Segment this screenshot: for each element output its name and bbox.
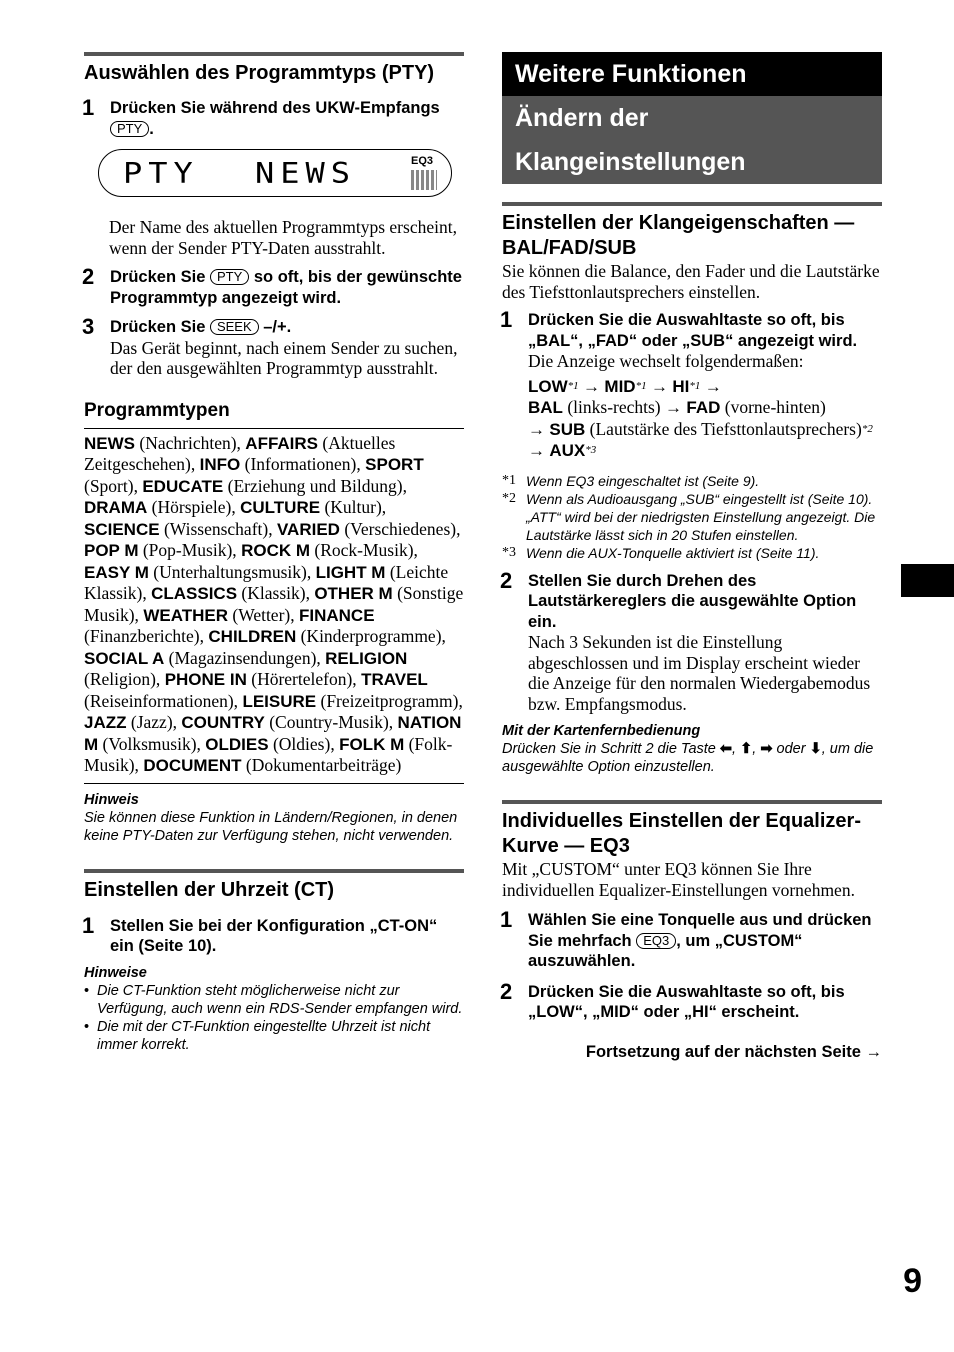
separator: , <box>732 741 737 757</box>
seq-hi: HI <box>672 376 690 396</box>
footnote-text: Wenn die AUX-Tonquelle aktiviert ist (Seite 11). <box>526 544 820 561</box>
note-text: Sie können diese Funktion in Ländern/Regionen, in denen keine PTY-Daten zur Verfügung stehen, nicht verwenden. <box>84 809 458 844</box>
pty-code: ROCK M <box>241 541 311 560</box>
pty-description: (Klassik), <box>241 583 310 603</box>
remote-text <box>502 740 882 776</box>
pty-description: (Nachrichten), <box>139 432 241 453</box>
pty-code: EASY M <box>84 562 149 582</box>
footnote-mark: *2 <box>502 490 516 506</box>
step-text: Drücken Sie während des UKW-Empfangs <box>110 99 440 117</box>
pty-step-1 <box>82 95 464 139</box>
separator: , <box>752 741 757 757</box>
remote-title: Mit der Kartenfernbedienung <box>502 723 701 739</box>
pty-description: (Wissenschaft), <box>163 518 273 539</box>
step-text: Drücken Sie die Auswahltaste so oft, bis „LOW“, „MID“ oder „HI“ erscheint. <box>528 982 845 1021</box>
step-text: Stellen Sie durch Drehen des Lautstärkereglers die ausgewählte Option ein. <box>528 571 857 631</box>
step-number: 1 <box>82 95 95 120</box>
pty-code: DRAMA <box>84 498 148 517</box>
step-number: 1 <box>500 907 513 932</box>
seq-fad-desc: (vorne-hinten) <box>724 397 826 417</box>
pty-description: (Volksmusik), <box>102 733 201 754</box>
pty-code: CLASSICS <box>151 584 238 603</box>
arrow-icon: → <box>650 376 668 396</box>
pty-code: LIGHT M <box>315 562 386 582</box>
arrow-down-icon: ⬇ <box>809 741 822 757</box>
step-description: Nach 3 Sekunden ist die Einstellung abgeschlossen und im Display erscheint wieder die Anzeige für den normalen Wiedergabemodus bzw. Empfangsmodus. <box>528 632 871 714</box>
footnotes <box>502 472 882 562</box>
right-column <box>502 52 882 1062</box>
note-item: • Die mit der CT-Funktion eingestellte Uhrzeit ist nicht immer korrekt. <box>84 1018 464 1054</box>
pty-description: (Aktuelles Zeitgeschehen), <box>84 432 396 474</box>
pty-description: (Dokumentarbeiträge) <box>245 755 402 775</box>
pty-description: (Wetter), <box>232 604 295 625</box>
seq-sub: SUB <box>549 419 586 439</box>
pty-code: VARIED <box>276 519 340 539</box>
pty-description: (Country-Musik), <box>269 712 394 732</box>
pty-code: LEISURE <box>242 691 317 711</box>
note-title: Hinweis <box>84 791 139 808</box>
arrow-right-icon: ➡ <box>760 741 773 757</box>
ct-step-1 <box>82 912 464 957</box>
section-banner: Ändern der Klangeinstellungen <box>502 96 882 184</box>
pty-code: RELIGION <box>325 648 408 668</box>
lcd-display-illustration <box>98 149 452 197</box>
remote-or: oder <box>776 741 806 757</box>
pty-description: (Leichte Klassik), <box>84 561 449 603</box>
footnote-2 <box>502 490 882 544</box>
footnote-extra: „ATT“ wird bei der niedrigsten Einstellung angezeigt. Die Lautstärke lässt sich in 20 Stufen einstellen. <box>526 508 876 543</box>
arrow-icon: → <box>583 376 601 396</box>
lcd-news-text: NEWS <box>255 155 357 191</box>
footnote-text: Wenn EQ3 eingeschaltet ist (Seite 9). <box>526 472 760 489</box>
pty-code: WEATHER <box>143 605 228 625</box>
bal-step-2 <box>500 567 882 715</box>
eq-intro: Mit „CUSTOM“ unter EQ3 können Sie Ihre individuellen Equalizer-Einstellungen vornehmen. <box>502 859 855 900</box>
arrow-icon: → <box>704 376 722 396</box>
step-number: 2 <box>82 264 95 289</box>
step-text-end: so oft, bis der gewünschte Programmtyp angezeigt wird. <box>110 268 462 307</box>
pty-description: (Erziehung und Bildung), <box>227 475 407 496</box>
step-text-end: , um „CUSTOM“ auszuwählen. <box>528 931 803 970</box>
pty-description: (Sport), <box>84 475 138 496</box>
programmtypen-title: Programmtypen <box>84 399 464 429</box>
pty-code: OTHER M <box>314 584 393 603</box>
pty-description: (Hörertelefon), <box>251 669 357 689</box>
step-number: 1 <box>500 307 513 332</box>
seq-bal-desc: (links-rechts) <box>567 397 661 417</box>
step-description: Das Gerät beginnt, nach einem Sender zu suchen, der den ausgewählten Programmtyp ausstrahlt. <box>110 337 458 378</box>
arrow-icon: → <box>665 398 683 417</box>
footnote-mark: *1 <box>502 472 516 488</box>
eq3-badge: EQ3 <box>411 155 434 167</box>
chapter-banner: Weitere Funktionen <box>502 52 882 96</box>
pty-description: (Reiseinformationen), <box>84 690 239 711</box>
pty-step-2 <box>82 264 464 308</box>
pty-description: (Kinderprogramme), <box>300 626 446 646</box>
seek-button-label: SEEK <box>210 319 259 335</box>
pty-code: COUNTRY <box>181 713 265 732</box>
ct-section <box>84 869 464 1054</box>
eq3-button-label: EQ3 <box>636 933 676 949</box>
footnote-1 <box>502 472 882 490</box>
eq-step-1 <box>500 907 882 972</box>
footnote-mark: *1 <box>635 379 647 392</box>
step-text: Drücken Sie <box>110 268 206 286</box>
seq-sub-desc: (Lautstärke des Tiefsttonlautsprechers) <box>589 418 862 439</box>
step-text: Wählen Sie eine Tonquelle aus und drücken Sie mehrfach <box>528 911 872 950</box>
pty-code: FINANCE <box>298 605 375 625</box>
seq-bal: BAL <box>528 398 563 417</box>
footnote-mark: *3 <box>585 444 597 456</box>
arrow-up-icon: ⬆ <box>740 741 753 757</box>
footnote-mark: *2 <box>861 422 873 435</box>
display-sequence <box>528 376 882 462</box>
pty-step-3 <box>82 314 464 379</box>
arrow-icon: → <box>528 441 545 460</box>
seq-aux: AUX <box>549 441 586 460</box>
bal-intro: Sie können die Balance, den Fader und die Lautstärke des Tiefsttonlautsprechers einstellen. <box>502 261 880 302</box>
pty-description: (Unterhaltungsmusik), <box>153 561 312 582</box>
pty-description: Der Name des aktuellen Programmtyps erscheint, wenn der Sender PTY-Daten ausstrahlt. <box>109 217 457 258</box>
pty-code: SCIENCE <box>84 519 160 539</box>
pty-description: (Informationen), <box>244 454 361 474</box>
footnote-text: Wenn als Audioausgang „SUB“ eingestellt ist (Seite 10). <box>526 490 873 507</box>
pty-description: (Rock-Musik), <box>314 540 418 560</box>
pty-section <box>84 52 464 379</box>
step-text: Stellen Sie bei der Konfiguration „CT-ON“ ein (Seite 10). <box>110 916 438 955</box>
remote-text-b: , um die ausgewählte Option einzustellen. <box>502 741 874 775</box>
pty-code: CHILDREN <box>208 627 297 646</box>
step-number: 3 <box>82 314 95 339</box>
note-item: • Die CT-Funktion steht möglicherweise nicht zur Verfügung, auch wenn ein RDS-Sender empfangen wird. <box>84 982 464 1018</box>
pty-description: (Oldies), <box>272 733 335 754</box>
seq-low: LOW <box>528 376 568 396</box>
pty-description: (Religion), <box>84 669 161 689</box>
pty-code: INFO <box>199 455 241 474</box>
continued-note <box>502 1043 882 1062</box>
pty-code: DOCUMENT <box>143 756 242 775</box>
pty-code: OLDIES <box>205 734 269 754</box>
pty-code: EDUCATE <box>142 476 224 496</box>
pty-code: AFFAIRS <box>245 433 319 453</box>
footnote-3 <box>502 544 882 562</box>
arrow-left-icon: ⬅ <box>719 741 733 757</box>
seq-fad: FAD <box>686 398 721 417</box>
pty-description: (Jazz), <box>130 712 178 732</box>
pty-description: (Freizeitprogramm), <box>320 690 463 711</box>
level-meter-icon <box>411 170 437 190</box>
pty-description: (Sonstige Musik), <box>84 583 464 625</box>
programmtypen-section <box>84 399 464 845</box>
continued-text: Fortsetzung auf der nächsten Seite <box>585 1042 861 1061</box>
pty-description: (Verschiedenes), <box>344 518 461 539</box>
pty-code: CULTURE <box>240 498 321 517</box>
notes-title: Hinweise <box>84 964 147 981</box>
pty-description: (Folk-Musik), <box>84 733 453 775</box>
arrow-icon: → <box>528 419 545 439</box>
step-number: 1 <box>82 912 95 938</box>
ct-section-title: Einstellen der Uhrzeit (CT) <box>84 869 464 903</box>
arrow-right-icon: → <box>865 1042 882 1061</box>
pty-code: NATION M <box>84 713 462 754</box>
eq-section <box>502 800 882 1062</box>
pty-code: TRAVEL <box>361 670 428 689</box>
eq-section-title: Individuelles Einstellen der Equalizer-Kurve — EQ3 <box>502 800 882 859</box>
step-number: 2 <box>500 978 513 1004</box>
footnote-mark: *3 <box>502 544 516 560</box>
pty-code: NEWS <box>84 433 135 453</box>
left-column <box>84 52 464 1054</box>
pty-code: FOLK M <box>339 734 405 754</box>
pty-code: PHONE IN <box>164 670 247 689</box>
step-text-end: . <box>149 119 154 138</box>
pty-code: SOCIAL A <box>84 648 165 668</box>
bal-section <box>502 202 882 776</box>
step-text: Drücken Sie <box>110 318 206 336</box>
footnote-mark: *1 <box>689 379 701 392</box>
pty-code: POP M <box>84 541 139 560</box>
lcd-pty-text: PTY <box>123 155 199 191</box>
pty-button-label: PTY <box>110 121 149 137</box>
pty-button-label: PTY <box>210 269 249 285</box>
pty-description: (Magazinsendungen), <box>168 647 321 668</box>
step-number: 2 <box>500 567 513 593</box>
side-tab <box>901 564 954 597</box>
remote-text-a: Drücken Sie in Schritt 2 die Taste <box>502 741 716 757</box>
bal-step-1 <box>500 307 882 462</box>
bal-section-title: Einstellen der Klangeigenschaften — BAL/FAD/SUB <box>502 202 882 261</box>
step-description: Die Anzeige wechselt folgendermaßen: <box>528 351 804 371</box>
seq-mid: MID <box>604 376 636 396</box>
eq-step-2 <box>500 978 882 1023</box>
pty-code: JAZZ <box>84 713 127 732</box>
page-number: 9 <box>903 1262 922 1300</box>
step-text-end: –/+. <box>263 318 292 336</box>
pty-code: SPORT <box>365 455 424 474</box>
pty-description: (Pop-Musik), <box>142 540 237 560</box>
footnote-mark: *1 <box>567 379 579 392</box>
pty-description: (Kultur), <box>324 497 387 517</box>
step-text: Drücken Sie die Auswahltaste so oft, bis „BAL“, „FAD“ oder „SUB“ angezeigt wird. <box>528 311 858 350</box>
programmtypen-list <box>84 433 464 784</box>
pty-description: (Hörspiele), <box>151 497 236 517</box>
pty-description: (Finanzberichte), <box>84 626 205 646</box>
pty-section-title: Auswählen des Programmtyps (PTY) <box>84 52 464 86</box>
